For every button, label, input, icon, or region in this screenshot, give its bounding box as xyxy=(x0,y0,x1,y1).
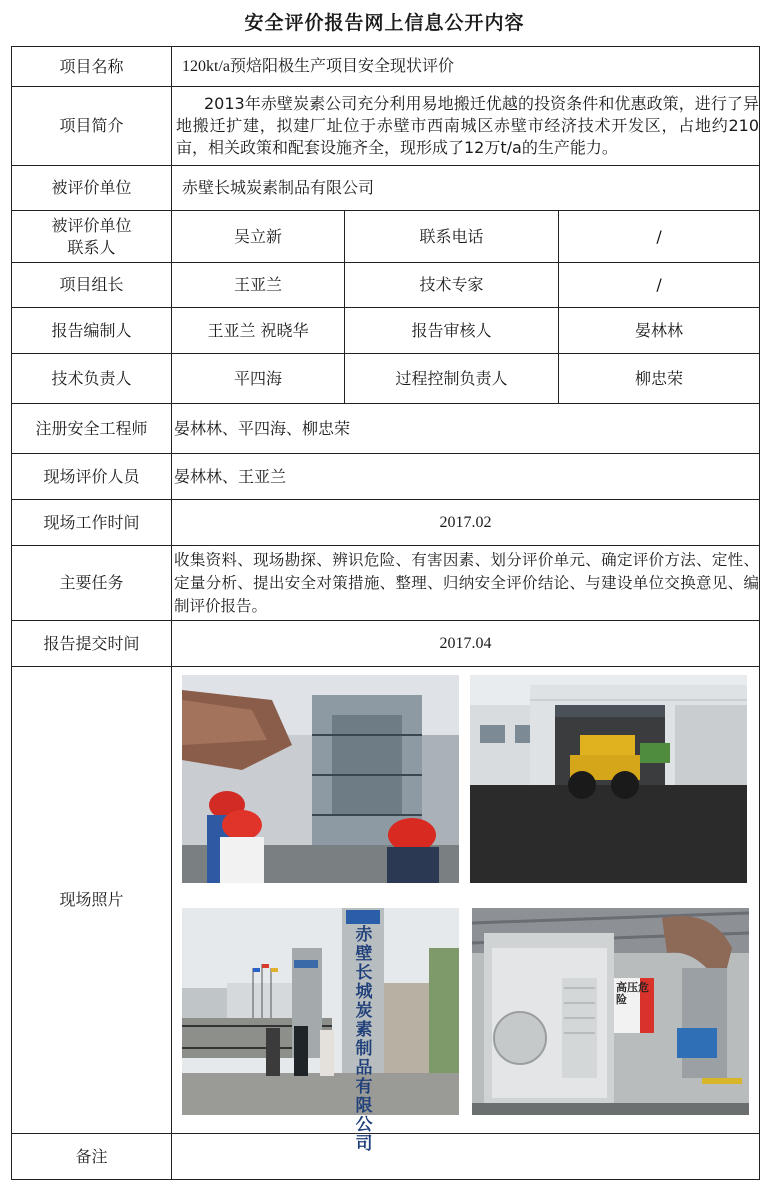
evaluated-unit-value: 赤壁长城炭素制品有限公司 xyxy=(172,166,760,211)
tasks-label: 主要任务 xyxy=(12,546,172,621)
engineers-label: 注册安全工程师 xyxy=(12,404,172,454)
tech-lead-label: 技术负责人 xyxy=(12,354,172,404)
tasks-value: 收集资料、现场勘探、辨识危险、有害因素、划分评价单元、确定评价方法、定性、定量分析、提出安全对策措施、整理、归纳安全评价结论、与建设单位交换意见、编制评价报告。 xyxy=(172,546,760,621)
photo-grid xyxy=(172,667,759,1154)
phone-value: / xyxy=(559,211,760,263)
row-submit-time xyxy=(12,621,760,667)
tech-lead-value: 平四海 xyxy=(172,354,345,404)
contact-value: 吴立新 xyxy=(172,211,345,263)
author-value: 王亚兰 祝晓华 xyxy=(172,308,345,354)
submit-time-value: 2017.04 xyxy=(172,621,760,667)
row-site-staff xyxy=(12,454,760,500)
evaluated-unit-label: 被评价单位 xyxy=(12,166,172,211)
page-title: 安全评价报告网上信息公开内容 xyxy=(244,12,525,34)
row-project-intro xyxy=(12,87,760,166)
notes-value xyxy=(172,1134,760,1180)
photos-label: 现场照片 xyxy=(12,667,172,1134)
row-author xyxy=(12,308,760,354)
expert-value: / xyxy=(559,263,760,308)
contact-label-line2: 联系人 xyxy=(67,237,116,257)
project-intro-label: 项目简介 xyxy=(12,87,172,166)
photo-loader-warehouse xyxy=(470,675,747,883)
row-tech-lead xyxy=(12,354,760,404)
photo-facility-inspection xyxy=(182,675,459,883)
company-sign-text: 赤壁长城炭素制品有限公司 xyxy=(355,925,373,1154)
reviewer-label: 报告审核人 xyxy=(345,308,559,354)
process-value: 柳忠荣 xyxy=(559,354,760,404)
site-staff-value: 晏林林、王亚兰 xyxy=(172,454,760,500)
row-notes xyxy=(12,1134,760,1180)
row-evaluated-unit xyxy=(12,166,760,211)
warning-sign-text: 高压危险 xyxy=(616,981,649,1006)
project-name-label: 项目名称 xyxy=(12,47,172,87)
author-label: 报告编制人 xyxy=(12,308,172,354)
project-name-value: 120kt/a预焙阳极生产项目安全现状评价 xyxy=(172,47,760,87)
row-engineers xyxy=(12,404,760,454)
photos-cell xyxy=(172,667,760,1154)
row-leader xyxy=(12,263,760,308)
expert-label: 技术专家 xyxy=(345,263,559,308)
report-table xyxy=(11,46,760,1180)
submit-time-label: 报告提交时间 xyxy=(12,621,172,667)
phone-label: 联系电话 xyxy=(345,211,559,263)
row-project-name xyxy=(12,47,760,87)
photo-company-gate xyxy=(182,908,459,1154)
process-label: 过程控制负责人 xyxy=(345,354,559,404)
photo-equipment-room xyxy=(472,908,749,1115)
project-intro-text: 2013年赤壁炭素公司充分利用易地搬迁优越的投资条件和优惠政策，进行了异地搬迁扩建，拟建厂址位于赤壁市西南城区赤壁市经济技术开发区，占地约210亩，相关政策和配套设施齐全，现形成了12万t/a的生产能力。 xyxy=(176,94,760,157)
row-tasks xyxy=(12,546,760,621)
row-photos xyxy=(12,667,760,1134)
site-staff-label: 现场评价人员 xyxy=(12,454,172,500)
row-site-time xyxy=(12,500,760,546)
reviewer-value: 晏林林 xyxy=(559,308,760,354)
site-time-value: 2017.02 xyxy=(172,500,760,546)
project-intro-value xyxy=(172,87,760,166)
notes-label: 备注 xyxy=(12,1134,172,1180)
leader-value: 王亚兰 xyxy=(172,263,345,308)
row-contact xyxy=(12,211,760,263)
contact-label-line1: 被评价单位 xyxy=(51,215,132,235)
site-time-label: 现场工作时间 xyxy=(12,500,172,546)
engineers-value: 晏林林、平四海、柳忠荣 xyxy=(172,404,760,454)
contact-label xyxy=(12,211,172,263)
leader-label: 项目组长 xyxy=(12,263,172,308)
